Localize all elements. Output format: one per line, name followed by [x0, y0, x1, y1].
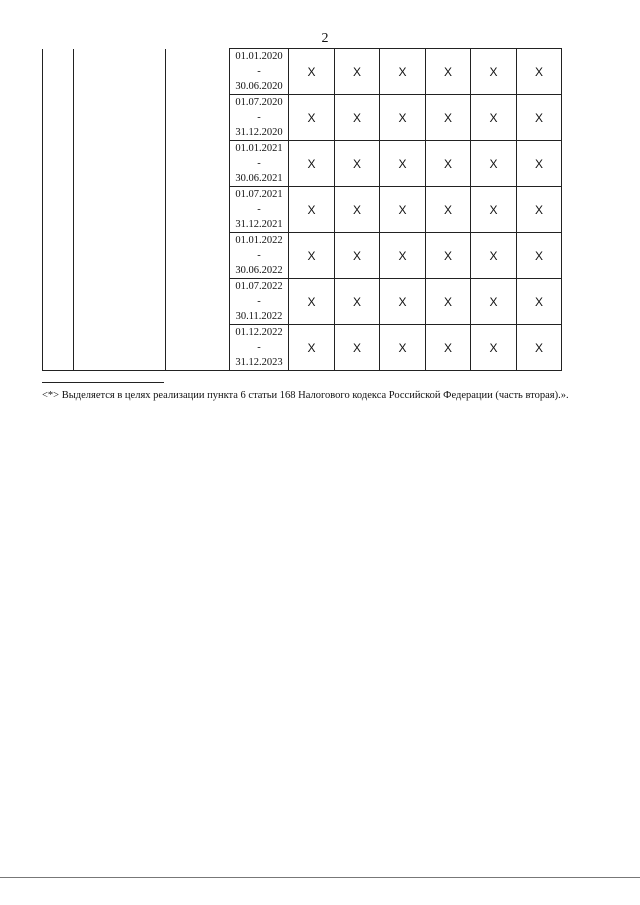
period-cell — [230, 187, 289, 233]
period-from: 01.07.2020 — [235, 97, 283, 108]
period-cell — [230, 325, 289, 371]
period-sep: - — [257, 296, 261, 307]
period-sep: - — [257, 204, 261, 215]
period-table — [42, 48, 562, 371]
mark-cell: X — [289, 279, 335, 325]
period-cell — [230, 49, 289, 95]
mark-cell: X — [426, 49, 471, 95]
period-to: 30.06.2021 — [235, 173, 283, 184]
mark-cell: X — [335, 233, 380, 279]
mark-cell: X — [426, 187, 471, 233]
mark-cell: X — [471, 49, 517, 95]
mark-cell: X — [380, 279, 426, 325]
period-to: 30.06.2022 — [235, 265, 283, 276]
mark-cell: X — [426, 233, 471, 279]
mark-cell: X — [471, 141, 517, 187]
blank-column-cell — [166, 49, 230, 371]
mark-cell: X — [335, 95, 380, 141]
footnote-divider — [42, 382, 164, 383]
period-to: 30.11.2022 — [235, 311, 283, 322]
mark-cell: X — [335, 325, 380, 371]
mark-cell: X — [471, 187, 517, 233]
period-to: 31.12.2023 — [235, 357, 283, 368]
blank-column-cell — [74, 49, 166, 371]
period-sep: - — [257, 250, 261, 261]
mark-cell: X — [335, 279, 380, 325]
mark-cell: X — [426, 95, 471, 141]
period-to: 31.12.2021 — [235, 219, 283, 230]
mark-cell: X — [380, 325, 426, 371]
period-to: 31.12.2020 — [235, 127, 283, 138]
period-from: 01.01.2021 — [235, 143, 283, 154]
mark-cell: X — [289, 141, 335, 187]
mark-cell: X — [289, 49, 335, 95]
mark-cell: X — [517, 279, 562, 325]
mark-cell: X — [289, 325, 335, 371]
mark-cell: X — [517, 325, 562, 371]
mark-cell: X — [471, 233, 517, 279]
mark-cell: X — [335, 187, 380, 233]
mark-cell: X — [517, 233, 562, 279]
blank-column-cell — [43, 49, 74, 371]
period-from: 01.12.2022 — [235, 327, 283, 338]
mark-cell: X — [289, 187, 335, 233]
mark-cell: X — [426, 325, 471, 371]
mark-cell: X — [471, 95, 517, 141]
mark-cell: X — [380, 187, 426, 233]
mark-cell: X — [517, 49, 562, 95]
mark-cell: X — [471, 279, 517, 325]
period-sep: - — [257, 112, 261, 123]
period-sep: - — [257, 158, 261, 169]
mark-cell: X — [426, 141, 471, 187]
period-from: 01.07.2022 — [235, 281, 283, 292]
mark-cell: X — [426, 279, 471, 325]
period-from: 01.01.2022 — [235, 235, 283, 246]
period-cell — [230, 233, 289, 279]
mark-cell: X — [289, 95, 335, 141]
page-number: 2 — [321, 31, 329, 46]
mark-cell: X — [517, 95, 562, 141]
period-cell — [230, 279, 289, 325]
footnote: <*> Выделяется в целях реализации пункта 6 статьи 168 Налогового кодекса Российской Федерации (часть вторая).». — [42, 390, 569, 401]
period-cell — [230, 95, 289, 141]
page-bottom-divider — [0, 877, 640, 878]
period-cell — [230, 141, 289, 187]
mark-cell: X — [335, 141, 380, 187]
mark-cell: X — [289, 233, 335, 279]
table-row — [43, 49, 562, 95]
period-from: 01.01.2020 — [235, 51, 283, 62]
mark-cell: X — [380, 141, 426, 187]
period-sep: - — [257, 342, 261, 353]
mark-cell: X — [517, 187, 562, 233]
mark-cell: X — [380, 233, 426, 279]
mark-cell: X — [471, 325, 517, 371]
mark-cell: X — [380, 49, 426, 95]
table-body — [43, 49, 562, 371]
mark-cell: X — [517, 141, 562, 187]
period-to: 30.06.2020 — [235, 81, 283, 92]
period-sep: - — [257, 66, 261, 77]
mark-cell: X — [380, 95, 426, 141]
period-from: 01.07.2021 — [235, 189, 283, 200]
mark-cell: X — [335, 49, 380, 95]
